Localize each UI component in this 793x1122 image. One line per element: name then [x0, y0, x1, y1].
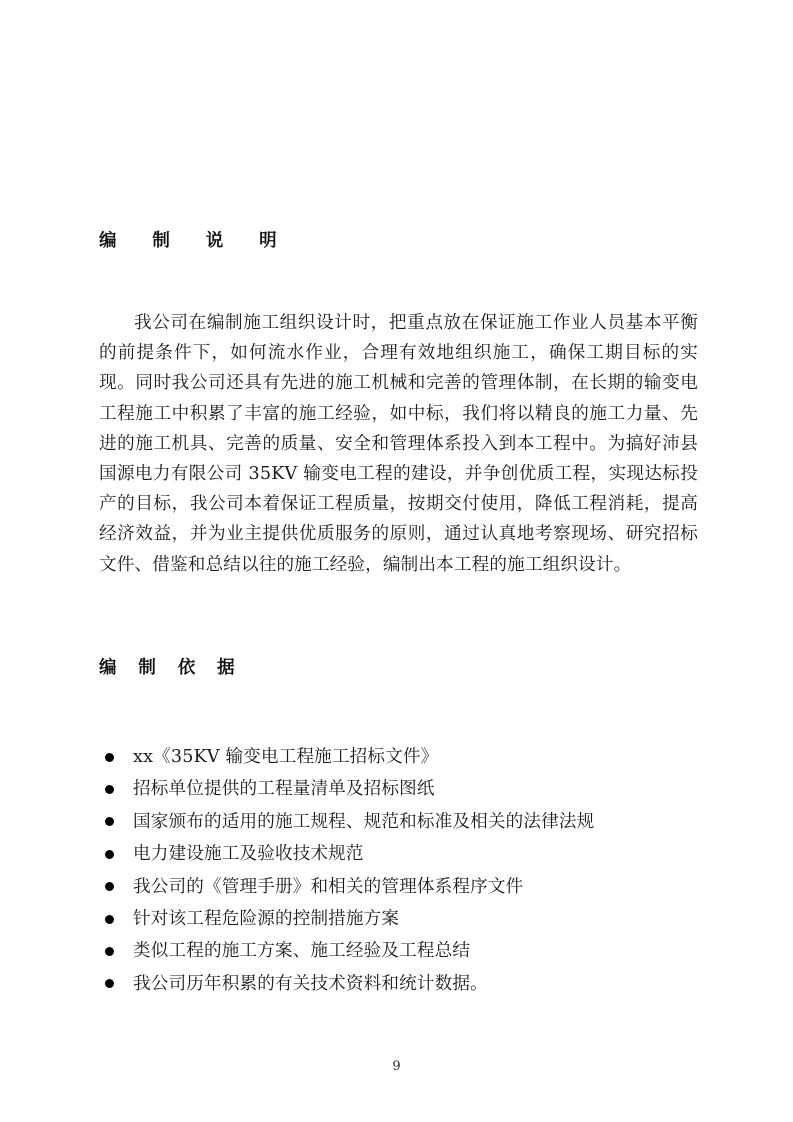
bullet-dot-icon	[105, 915, 114, 924]
list-item-label: 针对该工程危险源的控制措施方案	[133, 908, 400, 929]
bullet-dot-icon	[105, 882, 114, 891]
list-item-label: 电力建设施工及验收技术规范	[133, 844, 364, 865]
list-item	[99, 741, 699, 773]
bullet-dot-icon	[105, 979, 114, 988]
list-item	[99, 838, 699, 870]
compile-basis-list	[99, 741, 699, 1000]
list-item-label: 国家颁布的适用的施工规程、规范和标准及相关的法律法规	[133, 811, 595, 832]
bullet-dot-icon	[105, 785, 114, 794]
list-item	[99, 806, 699, 838]
section-heading-compile-basis: 编 制 依 据	[99, 657, 244, 677]
list-item	[99, 903, 699, 935]
section-heading-compile-note: 编 制 说 明	[99, 230, 293, 250]
bullet-dot-icon	[105, 850, 114, 859]
list-item-label: 我公司历年积累的有关技术资料和统计数据。	[133, 973, 488, 994]
list-item-label: 我公司的《管理手册》和相关的管理体系程序文件	[133, 876, 524, 897]
list-item-label: xx《35KV 输变电工程施工招标文件》	[133, 747, 439, 767]
list-item	[99, 871, 699, 903]
section-paragraph-compile-note: 我公司在编制施工组织设计时，把重点放在保证施工作业人员基本平衡的前提条件下，如何流水作业，合理有效地组织施工，确保工期目标的实现。同时我公司还具有先进的施工机械和完善的管理体制，在长期的输变电工程施工中积累了丰富的施工经验，如中标，我们将以精良的施工力量、先进的施工机具、完善的质量、安全和管理体系投入到本工程中。为搞好沛县国源电力有限公司 35KV 输变电工程的建设，并争创优质工程，实现达标投产的目标，我公司本着保证工程质量，按期交付使用，降低工程消耗，提高经济效益，并为业主提供优质服务的原则，通过认真地考察现场、研究招标文件、借鉴和总结以往的施工经验，编制出本工程的施工组织设计。	[99, 313, 698, 575]
list-item	[99, 773, 699, 805]
list-item	[99, 935, 699, 967]
list-item-label: 类似工程的施工方案、施工经验及工程总结	[133, 941, 471, 962]
bullet-dot-icon	[105, 817, 114, 826]
list-item-label: 招标单位提供的工程量清单及招标图纸	[133, 779, 435, 800]
bullet-dot-icon	[105, 753, 114, 762]
page-number: 9	[392, 1059, 401, 1074]
list-item	[99, 968, 699, 1000]
bullet-dot-icon	[105, 947, 114, 956]
